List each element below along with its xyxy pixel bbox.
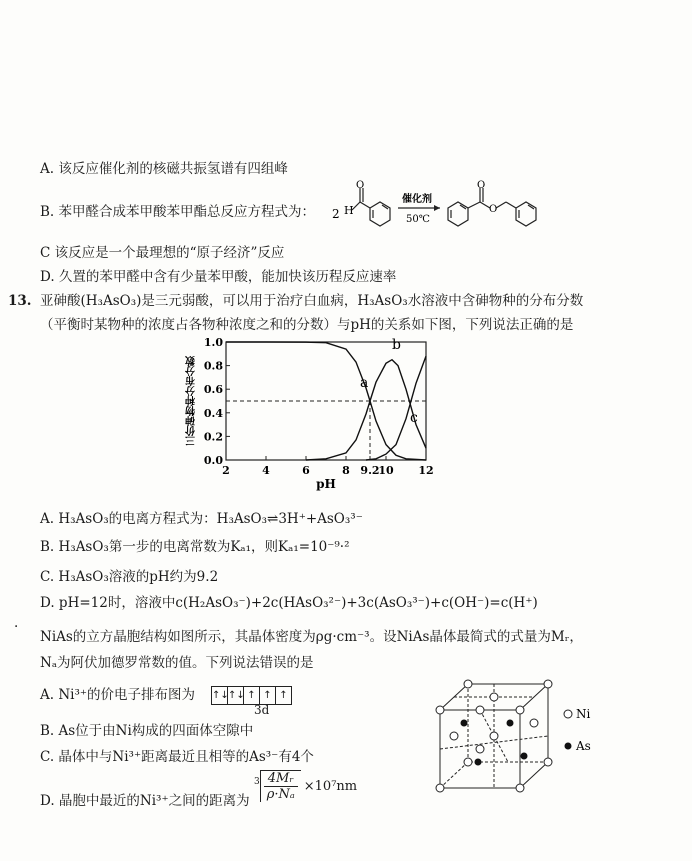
q14-option-d: D. 晶胞中最近的Ni³⁺之间的距离为	[40, 793, 250, 809]
series-curve-c	[366, 356, 426, 460]
q13-option-d: D. pH=12时，溶液中c(H₂AsO₃⁻)+2c(HAsO₃²⁻)+3c(AsO₃³⁻)+c(OH⁻)=c(H⁺)	[40, 595, 538, 611]
q14-stem-line2: Nₐ为阿伏加德罗常数的值。下列说法错误的是	[40, 655, 314, 671]
formula-factor: ×10⁷nm	[303, 778, 358, 794]
orbital-box-3: ↑	[243, 686, 260, 705]
x-tick-label: 2	[222, 464, 230, 477]
orbital-box-4: ↑	[259, 686, 276, 705]
q14-option-a: A. Ni³⁺的价电子排布图为	[40, 687, 195, 703]
orbital-label: 3d	[254, 703, 270, 717]
q14-marker: ·	[14, 619, 19, 635]
stoich-coefficient: 2	[332, 207, 340, 221]
orbital-box-1: ↑↓	[211, 686, 228, 705]
formula-numerator: 4Mᵣ	[264, 771, 298, 787]
x-tick-label: 9.2	[360, 464, 380, 477]
q12-option-c: C 该反应是一个最理想的“原子经济”反应	[40, 245, 285, 261]
cube-root	[260, 770, 301, 802]
q13-option-a: A. H₃AsO₃的电离方程式为：H₃AsO₃⇌3H⁺+AsO₃³⁻	[40, 511, 363, 527]
q13-option-c: C. H₃AsO₃溶液的pH约为9.2	[40, 569, 219, 585]
series-label-c: c	[410, 410, 418, 427]
orbital-box-2: ↑↓	[227, 686, 244, 705]
q14-option-b: B. As位于由Ni构成的四面体空隙中	[40, 723, 254, 739]
x-tick-label: 12	[418, 464, 434, 477]
y-tick-label: 0.0	[203, 454, 223, 467]
series-label-b: b	[392, 337, 401, 354]
y-tick-label: 1.0	[203, 336, 223, 349]
series-label-a: a	[360, 374, 369, 391]
x-tick-label: 4	[262, 464, 270, 477]
as-legend-label: As	[576, 739, 591, 753]
y-tick-label: 0.6	[203, 383, 223, 397]
y-tick-label: 0.8	[203, 359, 223, 373]
q13-option-b: B. H₃AsO₃第一步的电离常数为Kₐ₁，则Kₐ₁=10⁻⁹·²	[40, 539, 350, 555]
q13-number: 13.	[8, 293, 32, 309]
ester-carbonyl-o-label: O	[477, 180, 486, 191]
q12-option-d: D. 久置的苯甲醛中含有少量苯甲酸，能加快该历程反应速率	[40, 269, 397, 285]
distribution-fraction-chart	[180, 336, 450, 496]
root-index: 3	[254, 777, 260, 788]
y-tick-label: 0.2	[203, 430, 223, 444]
niAs-unit-cell-diagram	[430, 670, 630, 800]
q13-stem-line2: （平衡时某物种的浓度占各物种浓度之和的分数）与pH的关系如下图，下列说法正确的是	[40, 317, 574, 333]
ester-o-label: O	[489, 204, 498, 215]
formula-denominator: ρ·Nₐ	[266, 787, 295, 802]
x-tick-label: 8	[342, 464, 350, 477]
benzaldehyde-reaction-scheme	[326, 180, 556, 236]
x-tick-label: 6	[302, 464, 310, 477]
formula-fraction	[264, 771, 298, 802]
aldehyde-h-label: H	[344, 204, 354, 217]
q12-option-a: A. 该反应催化剂的核磁共振氢谱有四组峰	[40, 161, 288, 177]
temperature-label: 50℃	[406, 214, 430, 225]
q13-stem-line1: 亚砷酸(H₃AsO₃)是三元弱酸，可以用于治疗白血病，H₃AsO₃水溶液中含砷物种的分布分数	[40, 293, 584, 309]
orbital-diagram	[212, 683, 292, 705]
y-tick-label: 0.4	[203, 406, 223, 420]
catalyst-label: 催化剂	[402, 194, 432, 205]
as-legend-icon	[565, 743, 572, 750]
q12-option-b: B. 苯甲醛合成苯甲酸苯甲酯总反应方程式为：	[40, 204, 316, 220]
q14-stem-line1: NiAs的立方晶胞结构如图所示，其晶体密度为ρg·cm⁻³。设NiAs晶体最简式的式量为Mᵣ，	[40, 629, 583, 645]
x-tick-label: 10	[378, 464, 394, 477]
arrow-head-icon	[434, 205, 440, 211]
orbital-box-5: ↑	[275, 686, 292, 705]
ni-legend-label: Ni	[576, 707, 591, 721]
aldehyde-o-label: O	[356, 180, 365, 191]
q14-option-c: C. 晶体中与Ni³⁺距离最近且相等的As³⁻有4个	[40, 749, 314, 765]
benzaldehyde-structure	[352, 188, 390, 226]
x-axis-label: pH	[316, 477, 336, 491]
y-axis-label: 三价砷物种分布分数	[186, 356, 198, 446]
ni-legend-icon	[564, 710, 572, 718]
distance-formula	[254, 770, 357, 802]
